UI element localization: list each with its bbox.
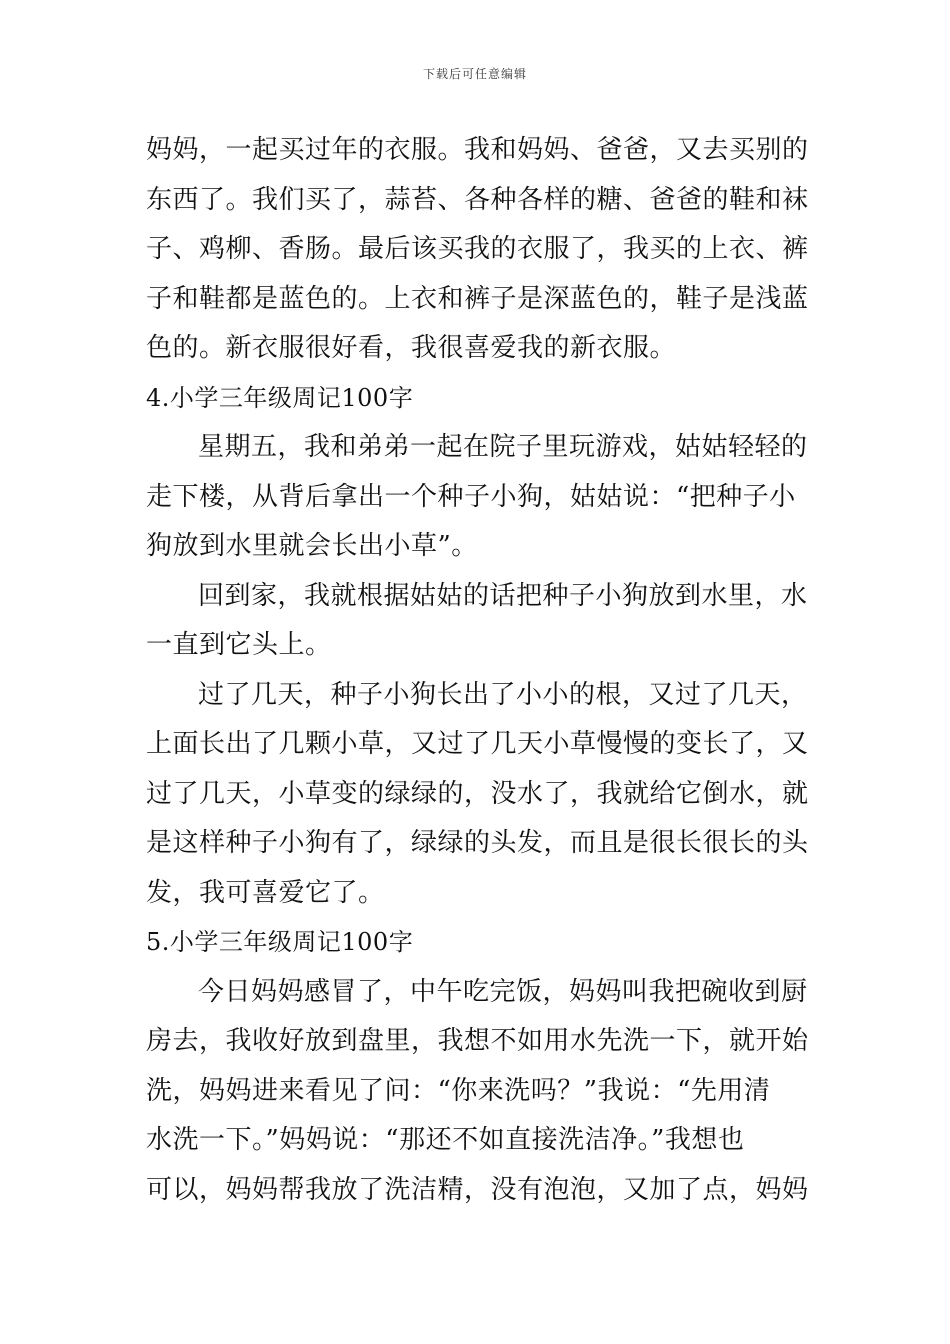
text-line: 水洗一下。”妈妈说：“那还不如直接洗洁净。”我想也 bbox=[146, 1125, 745, 1155]
text-line: 发，我可喜爱它了。 bbox=[146, 877, 385, 908]
section-heading: 5.小学三年级周记100字 bbox=[146, 928, 414, 956]
text-line: 可以，妈妈帮我放了洗洁精，没有泡泡，又加了点，妈妈 bbox=[146, 1174, 809, 1205]
text-line: 一直到它头上。 bbox=[146, 630, 332, 660]
text-line: 走下楼，从背后拿出一个种子小狗，姑姑说：“把种子小 bbox=[146, 481, 796, 512]
text-line: 今日妈妈感冒了，中午吃完饭，妈妈叫我把碗收到厨 bbox=[198, 976, 808, 1007]
text-line: 回到家，我就根据姑姑的话把种子小狗放到水里，水 bbox=[198, 580, 808, 611]
document-body bbox=[146, 126, 811, 1215]
text-line: 子、鸡柳、香肠。最后该买我的衣服了，我买的上衣、裤 bbox=[146, 234, 809, 264]
text-line: 子和鞋都是蓝色的。上衣和裤子是深蓝色的，鞋子是浅蓝 bbox=[146, 283, 809, 314]
text-line: 狗放到水里就会长出小草”。 bbox=[146, 531, 478, 561]
text-line: 星期五，我和弟弟一起在院子里玩游戏，姑姑轻轻的 bbox=[198, 432, 808, 462]
text-line: 妈妈，一起买过年的衣服。我和妈妈、爸爸，又去买别的 bbox=[146, 135, 809, 165]
text-line: 色的。新衣服很好看，我很喜爱我的新衣服。 bbox=[146, 333, 677, 363]
text-line: 东西了。我们买了，蒜苔、各种各样的糖、爸爸的鞋和袜 bbox=[146, 184, 809, 215]
section-heading: 4.小学三年级周记100字 bbox=[146, 383, 414, 412]
text-line: 房去，我收好放到盘里，我想不如用水先洗一下，就开始 bbox=[146, 1026, 809, 1056]
text-line: 上面长出了几颗小草，又过了几天小草慢慢的变长了，又 bbox=[146, 729, 809, 759]
text-line: 过了几天，种子小狗长出了小小的根，又过了几天， bbox=[198, 679, 808, 710]
text-line: 洗，妈妈进来看见了问：“你来洗吗？”我说：“先用清 bbox=[146, 1075, 771, 1106]
page-header: 下载后可任意编辑 bbox=[422, 67, 527, 81]
text-line: 过了几天，小草变的绿绿的，没水了，我就给它倒水，就 bbox=[146, 778, 809, 809]
text-line: 是这样种子小狗有了，绿绿的头发，而且是很长很长的头 bbox=[146, 828, 809, 858]
